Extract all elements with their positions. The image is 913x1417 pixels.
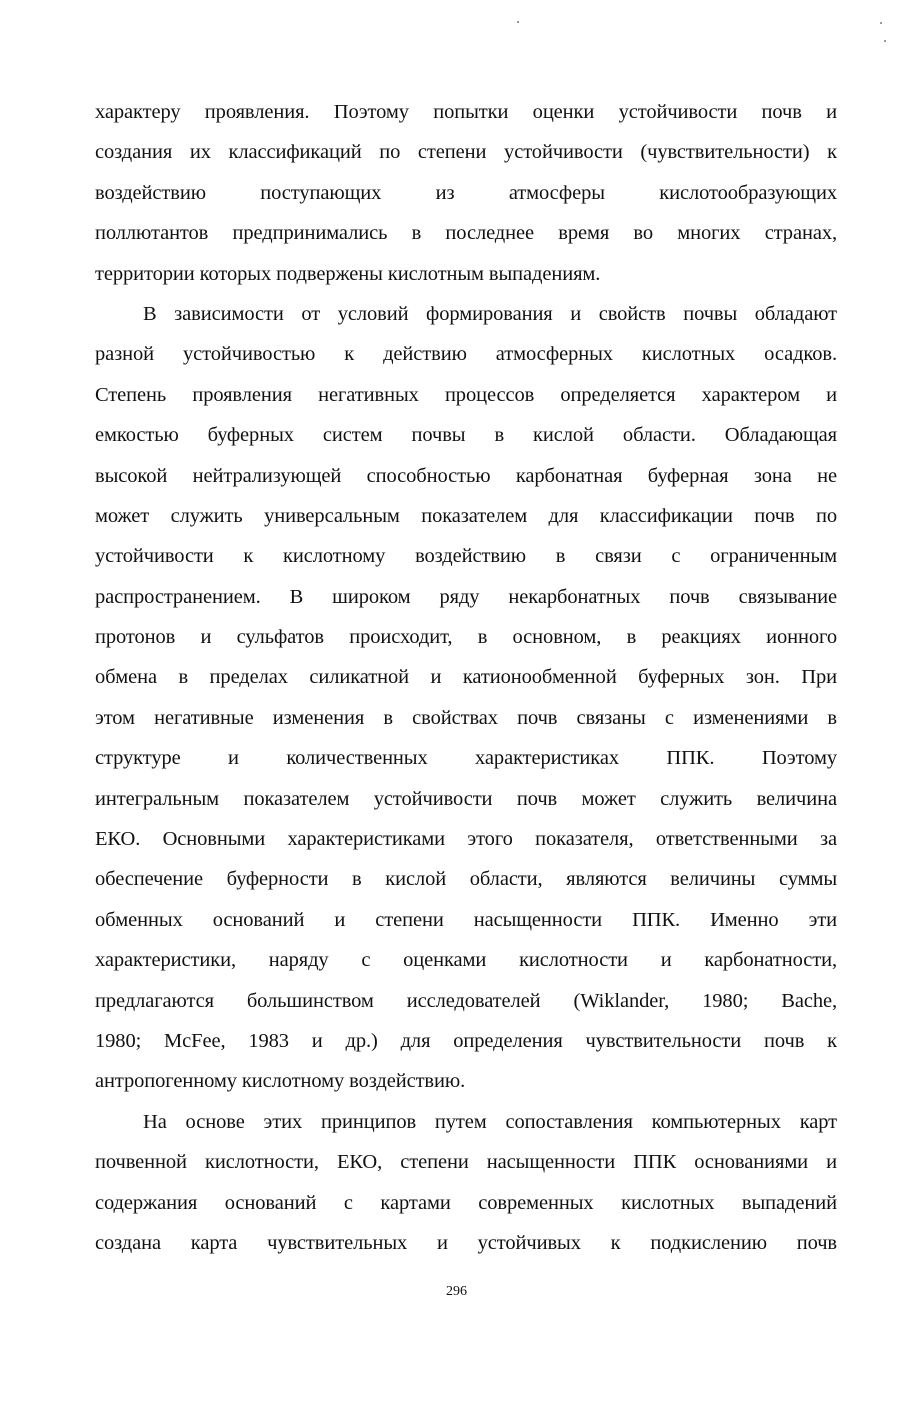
text-line: Степень проявления негативных процессов определяется характером и [95,383,837,406]
text-line: предлагаются большинством исследователей (Wiklander, 1980; Bache, [95,989,837,1012]
text-line: поллютантов предпринимались в последнее время во многих странах, [95,222,837,245]
text-line: емкостью буферных систем почвы в кислой области. Обладающая [95,424,837,447]
text-line: обменных оснований и степени насыщенности ППК. Именно эти [95,908,837,931]
paragraph-2 [95,294,837,1102]
text-line: обеспечение буферности в кислой области, являются величины суммы [95,868,837,891]
text-line: создания их классификаций по степени устойчивости (чувствительности) к [95,141,837,164]
text-line: этом негативные изменения в свойствах почв связаны с изменениями в [95,706,837,729]
text-line: создана карта чувствительных и устойчивых к подкислению почв [95,1231,837,1254]
text-line: высокой нейтрализующей способностью карбонатная буферная зона не [95,464,837,487]
text-line: На основе этих принципов путем сопоставления компьютерных карт [143,1110,837,1133]
scan-speck [880,22,882,24]
text-line: характеристики, наряду с оценками кислотности и карбонатности, [95,949,837,972]
text-line: ЕКО. Основными характеристиками этого показателя, ответственными за [95,828,837,851]
text-line: устойчивости к кислотному воздействию в связи с ограниченным [95,545,837,568]
text-line: содержания оснований с картами современных кислотных выпадений [95,1191,837,1214]
text-line: разной устойчивостью к действию атмосферных кислотных осадков. [95,343,837,366]
text-line: структуре и количественных характеристиках ППК. Поэтому [95,747,837,770]
text-line: территории которых подвержены кислотным выпадениям. [95,262,601,285]
paragraph-1 [95,92,837,294]
text-line: антропогенному кислотному воздействию. [95,1070,466,1093]
text-line: почвенной кислотности, ЕКО, степени насыщенности ППК основаниями и [95,1151,837,1174]
text-line: 1980; McFee, 1983 и др.) для определения чувствительности почв к [95,1029,837,1052]
text-line: обмена в пределах силикатной и катионообменной буферных зон. При [95,666,837,689]
text-line: воздействию поступающих из атмосферы кислотообразующих [95,181,837,204]
text-line: интегральным показателем устойчивости почв может служить величина [95,787,837,810]
text-line: распространением. В широком ряду некарбонатных почв связывание [95,585,837,608]
scan-speck [517,21,519,23]
page-number: 296 [446,1284,467,1299]
text-line: В зависимости от условий формирования и свойств почвы обладают [143,302,837,325]
scan-speck [884,40,886,42]
text-line: протонов и сульфатов происходит, в основном, в реакциях ионного [95,626,837,649]
paragraph-3 [95,1102,837,1264]
text-line: характеру проявления. Поэтому попытки оценки устойчивости почв и [95,101,837,123]
text-line: может служить универсальным показателем для классификации почв по [95,504,837,527]
document-page [95,92,837,1263]
